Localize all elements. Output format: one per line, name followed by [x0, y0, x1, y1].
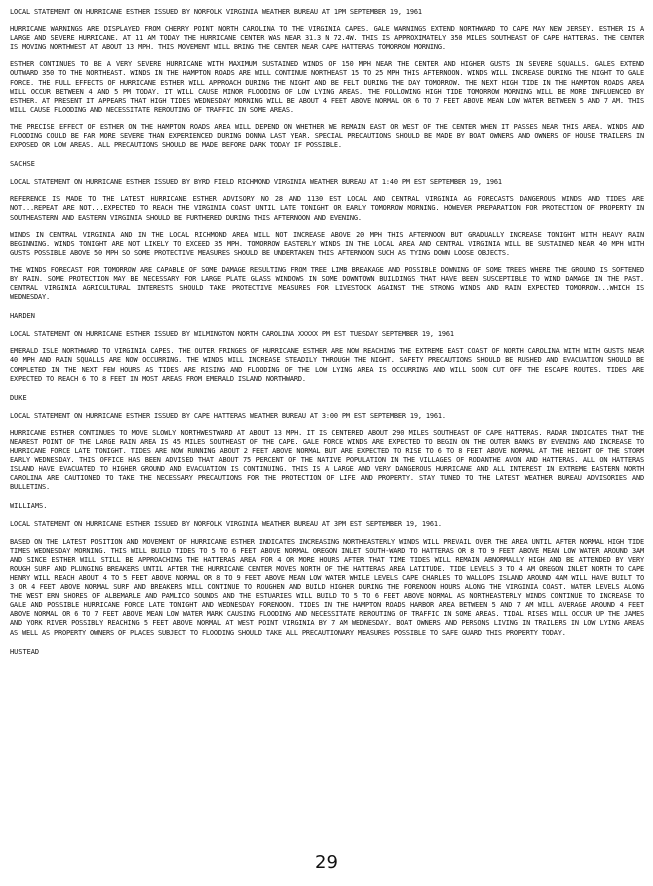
document-body: [10, 8, 644, 657]
statement-heading-norfolk-3pm: LOCAL STATEMENT ON HURRICANE ESTHER ISSUED BY NORFOLK VIRGINIA WEATHER BUREAU AT 3PM EST SEPTEMBER 19, 1961.: [10, 520, 442, 529]
signature-hustead: HUSTEAD: [10, 647, 40, 656]
paragraph: ESTHER CONTINUES TO BE A VERY SEVERE HURRICANE WITH MAXIMUM SUSTAINED WINDS OF 150 MPH NEAR THE CENTER AND HIGHER GUSTS IN SEVERE SQUALLS. GALES EXTEND OUTWARD 350 TO THE NORTHEAST. WINDS IN THE HAMPTON ROADS ARE WILL CONTINUE NORTHEAST 15 TO 25 MPH THIS AFTERNOON. WINDS WILL INCREASE DURING THE NIGHT TO GALE FORCE. THE FULL EFFECTS OF HURRICANE ESTHER WILL APPROACH DURING THE NIGHT AND BE FELT DURING THE DAY TOMORROW. THE NEXT HIGH TIDE IN THE HAMPTON ROADS AREA WILL OCCUR BETWEEN 4 AND 5 PM TODAY. IT WILL CAUSE MINOR FLOODING OF LOW LYING AREAS. THE FOLLOWING HIGH TIDE TOMORROW MORNING WILL BE MORE INFLUENCED BY ESTHER. AT PRESENT IT APPEARS THAT HIGH TIDES WEDNESDAY MORNING WILL BE ABOUT 4 FEET ABOVE NORMAL OR 6 TO 7 FEET ABOVE MEAN LOW WATER BETWEEN 5 AND 7 AM. THIS WILL CAUSE FLOODING AND NECESSITATE REROUTING OF TRAFFIC IN SOME AREAS.: [10, 60, 644, 114]
page-number: 29: [315, 852, 338, 873]
paragraph: THE PRECISE EFFECT OF ESTHER ON THE HAMPTON ROADS AREA WILL DEPEND ON WHETHER WE REMAIN EAST OR WEST OF THE CENTER WHEN IT PASSES NEAR THIS AREA. WINDS AND FLOODING COULD BE FAR MORE SEVERE THAN EXPERIENCED DURING DONNA LAST YEAR. SPECIAL PRECAUTIONS SHOULD BE MADE BY BOAT OWNERS AND OWNERS OF HOUSE TRAILERS IN EXPOSED OR LOW AREAS. ALL PRECAUTIONS SHOULD BE MADE BEFORE DARK TODAY IF POSSIBLE.: [10, 122, 644, 150]
paragraph: REFERENCE IS MADE TO THE LATEST HURRICANE ESTHER ADVISORY NO 28 AND 1130 EST LOCAL AND CENTRAL VIRGINIA AG FORECASTS DANGEROUS WINDS AND TIDES ARE NOT...REPEAT ARE NOT...EXPECTED TO REACH THE VIRGINIA COAST UNTIL LATE TONIGHT OR EARLY TOMORROW MORNING. HOWEVER PREPARATION FOR PROTECTION OF PROPERTY IN SOUTHEASTERN AND EASTERN VIRGINIA SHOULD BE FURTHERED DURING THIS AFTERNOON AND EVENING.: [10, 195, 644, 222]
signature-sachse: SACHSE: [10, 160, 35, 169]
signature-duke: DUKE: [10, 393, 27, 402]
paragraph: THE WINDS FORECAST FOR TOMORROW ARE CAPABLE OF SOME DAMAGE RESULTING FROM TREE LIMB BREAKAGE AND POSSIBLE DOWNING OF SOME TREES WHERE THE GROUND IS SOFTENED BY RAIN. SOME PROTECTION MAY BE NECESSARY FOR LARGE PLATE GLASS WINDOWS IN SOME DOWNTOWN BUILDINGS THAT HAVE BEEN SUSCEPTIBLE TO WIND DAMAGE IN THE PAST. CENTRAL VIRGINIA AGRICULTURAL INTERESTS SHOULD TAKE PROTECTIVE MEASURES FOR LIVESTOCK AGAINST THE STRONG WINDS AND RAIN EXPECTED TOMORROW...WHICH IS WEDNESDAY.: [10, 265, 644, 302]
signature-harden: HARDEN: [10, 312, 35, 321]
statement-heading-richmond: LOCAL STATEMENT ON HURRICANE ESTHER ISSUED BY BYRD FIELD RICHMOND VIRGINIA WEATHER BUREAU AT 1:40 PM EST SEPTEMBER 19, 1961: [10, 178, 502, 187]
paragraph: WINDS IN CENTRAL VIRGINIA AND IN THE LOCAL RICHMOND AREA WILL NOT INCREASE ABOVE 20 MPH THIS AFTERNOON BUT GRADUALLY INCREASE TONIGHT WITH HEAVY RAIN BEGINNING. WINDS TONIGHT ARE NOT LIKELY TO EXCEED 35 MPH. TOMORROW EASTERLY WINDS IN THE LOCAL AREA AND CENTRAL VIRGINIA WILL BE SUSTAINED NEAR 40 MPH WITH GUSTS POSSIBLE ABOVE 50 MPH SO SOME PROTECTIVE MEASURES SHOULD BE UNDERTAKEN THIS AFTERNOON SUCH AS TYING DOWN LOOSE OBJECTS.: [10, 230, 644, 257]
paragraph: EMERALD ISLE NORTHWARD TO VIRGINIA CAPES. THE OUTER FRINGES OF HURRICANE ESTHER ARE NOW REACHING THE EXTREME EAST COAST OF NORTH CAROLINA WITH WITH GUSTS NEAR 40 MPH AND RAIN SQUALLS ARE NOW OCCURRING. THE WINDS WILL INCREASE STEADILY THROUGH THE NIGHT. SAFETY PRECAUTIONS SHOULD BE RUSHED AND EVACUATION SHOULD BE COMPLETED IN THE NEXT FEW HOURS AS TIDES ARE RISING AND FLOODING OF THE LOW LYING AREA IS OCCURRING AND WILL SOON CUT OFF THE ESCAPE ROUTES. TIDES ARE EXPECTED TO REACH 6 TO 8 FEET IN MOST AREAS FROM EMERALD ISLAND NORTHWARD.: [10, 347, 644, 383]
signature-williams: WILLIAMS.: [10, 502, 48, 511]
paragraph: HURRICANE WARNINGS ARE DISPLAYED FROM CHERRY POINT NORTH CAROLINA TO THE VIRGINIA CAPES. GALE WARNINGS EXTEND NORTHWARD TO CAPE MAY NEW JERSEY. ESTHER IS A LARGE AND SEVERE HURRICANE. AT 11 AM TODAY THE HURRICANE CENTER WAS NEAR 31.3 N 72.4W. THIS IS APPROXIMATELY 350 MILES SOUTHEAST OF CAPE HATTERAS. THE CENTER IS MOVING NORTHWEST AT ABOUT 13 MPH. THIS MOVEMENT WILL BRING THE CENTER NEAR CAPE HATTERAS TOMORROW MORNING.: [10, 25, 644, 52]
paragraph: HURRICANE ESTHER CONTINUES TO MOVE SLOWLY NORTHWESTWARD AT ABOUT 13 MPH. IT IS CENTERED ABOUT 290 MILES SOUTHEAST OF CAPE HATTERAS. RADAR INDICATES THAT THE NEAREST POINT OF THE LARGE RAIN AREA IS 45 MILES SOUTHEAST OF THE CAPE. GALE FORCE WINDS ARE EXPECTED TO BEGIN ON THE OUTER BANKS BY EVENING AND INCREASE TO HURRICANE FORCE LATE TONIGHT. TIDES ARE NOW RUNNING ABOUT 2 FEET ABOVE NORMAL BUT ARE EXPECTED TO RISE TO 6 TO 8 FEET ABOVE NORMAL AT THE HEIGHT OF THE STORM EARLY WEDNESDAY. THIS OFFICE HAS BEEN ADVISED THAT ABOUT 75 PERCENT OF THE NATIVE POPULATION IN THE VILLAGES OF RODANTHE AVON AND HATTERAS. ALL ON HATTERAS ISLAND HAVE EVACUATED TO HIGHER GROUND AND EVACUATION IS CONTINUING. THIS IS A LARGE AND VERY DANGEROUS HURRICANE AND ALL INTEREST IN EXTREME EASTERN NORTH CAROLINA ARE CAUTIONED TO TAKE THE NECESSARY PRECAUTIONS FOR THE PROTECTION OF LIFE AND PROPERTY. STAY TUNED TO THE LATEST WEATHER BUREAU ADVISORIES AND BULLETINS.: [10, 428, 644, 492]
statement-heading-norfolk-1pm: LOCAL STATEMENT ON HURRICANE ESTHER ISSUED BY NORFOLK VIRGINIA WEATHER BUREAU AT 1PM SEPTEMBER 19, 1961: [10, 8, 422, 16]
paragraph: BASED ON THE LATEST POSITION AND MOVEMENT OF HURRICANE ESTHER INDICATES INCREASING NORTHEASTERLY WINDS WILL PREVAIL OVER THE AREA UNTIL AFTER NORMAL HIGH TIDE TIMES WEDNESDAY MORNING. THIS WILL BUILD TIDES TO 5 TO 6 FEET ABOVE NORMAL OREGON INLET SOUTH-WARD TO HATTERAS OR 8 TO 9 FEET ABOVE MEAN LOW WATER AROUND 3AM AND SINCE ESTHER WILL STILL BE APPROACHING THE HATTERAS AREA FOR 4 OR MORE HOURS AFTER THAT TIME TIDES WILL REMAIN ABNORMALLY HIGH AND BE ATTENDED BY VERY ROUGH SURF AND PLUNGING BREAKERS UNTIL AFTER THE HURRICANE CENTER MOVES NORTH OF THE HATTERAS AREA LATITUDE. TIDE LEVELS 3 TO 4 AM OREGON INLET NORTH TO CAPE HENRY WILL REACH ABOUT 4 TO 5 FEET ABOVE NORMAL OR 8 TO 9 FEET ABOVE MEAN LOW WATER WHILE LEVELS CAPE CHARLES TO WALLOPS ISLAND AROUND 4AM WILL HAVE BUILT TO 3 OR 4 FEET ABOVE NORMAL SURF AND BREAKERS WILL CONTINUE TO ROUGHEN AND BUILD HIGHER DURING THE FORENOON HOURS ALONG THE VIRGINIA COAST. WATER LEVELS ALONG THE WEST ERN SHORES OF ALBEMARLE AND PAMLICO SOUNDS AND THE ESTUARIES WILL BUILD TO 5 TO 6 FEET ABOVE NORMAL AS NORTHEASTERLY WINDS CONTINUE TO INCREASE TO GALE AND POSSIBLE HURRICANE FORCE LATE TONIGHT AND WEDNESDAY FORENOON. TIDES IN THE HAMPTON ROADS HARBOR AREA BETWEEN 5 AND 7 AM WILL AVERAGE AROUND 4 FEET ABOVE NORMAL OR 6 TO 7 FEET ABOVE MEAN LOW WATER MARK CAUSING FLOODING AND NECESSITATE REROUTING OF TRAFFIC IN SOME AREAS. TIDAL RISES WILL OCCUR UP THE JAMES AND YORK RIVER POSSIBLY REACHING 5 FEET ABOVE NORMAL AT WEST POINT VIRGINIA BY 7 AM WEDNESDAY. BOAT OWNERS AND PERSONS LIVING IN TRAILERS IN LOW LYING AREAS AS WELL AS PROPERTY OWNERS OF PLACES SUBJECT TO FLOODING SHOULD TAKE ALL PRECAUTIONARY MEASURES POSSIBLE TO SAFE GUARD THIS PROPERTY TODAY.: [10, 537, 644, 637]
statement-heading-cape-hatteras: LOCAL STATEMENT ON HURRICANE ESTHER ISSUED BY CAPE HATTERAS WEATHER BUREAU AT 3:00 PM EST SEPTEMBER 19, 1961.: [10, 411, 446, 420]
statement-heading-wilmington: LOCAL STATEMENT ON HURRICANE ESTHER ISSUED BY WILMINGTON NORTH CAROLINA XXXXX PM EST TUESDAY SEPTEMBER 19, 1961: [10, 330, 454, 339]
